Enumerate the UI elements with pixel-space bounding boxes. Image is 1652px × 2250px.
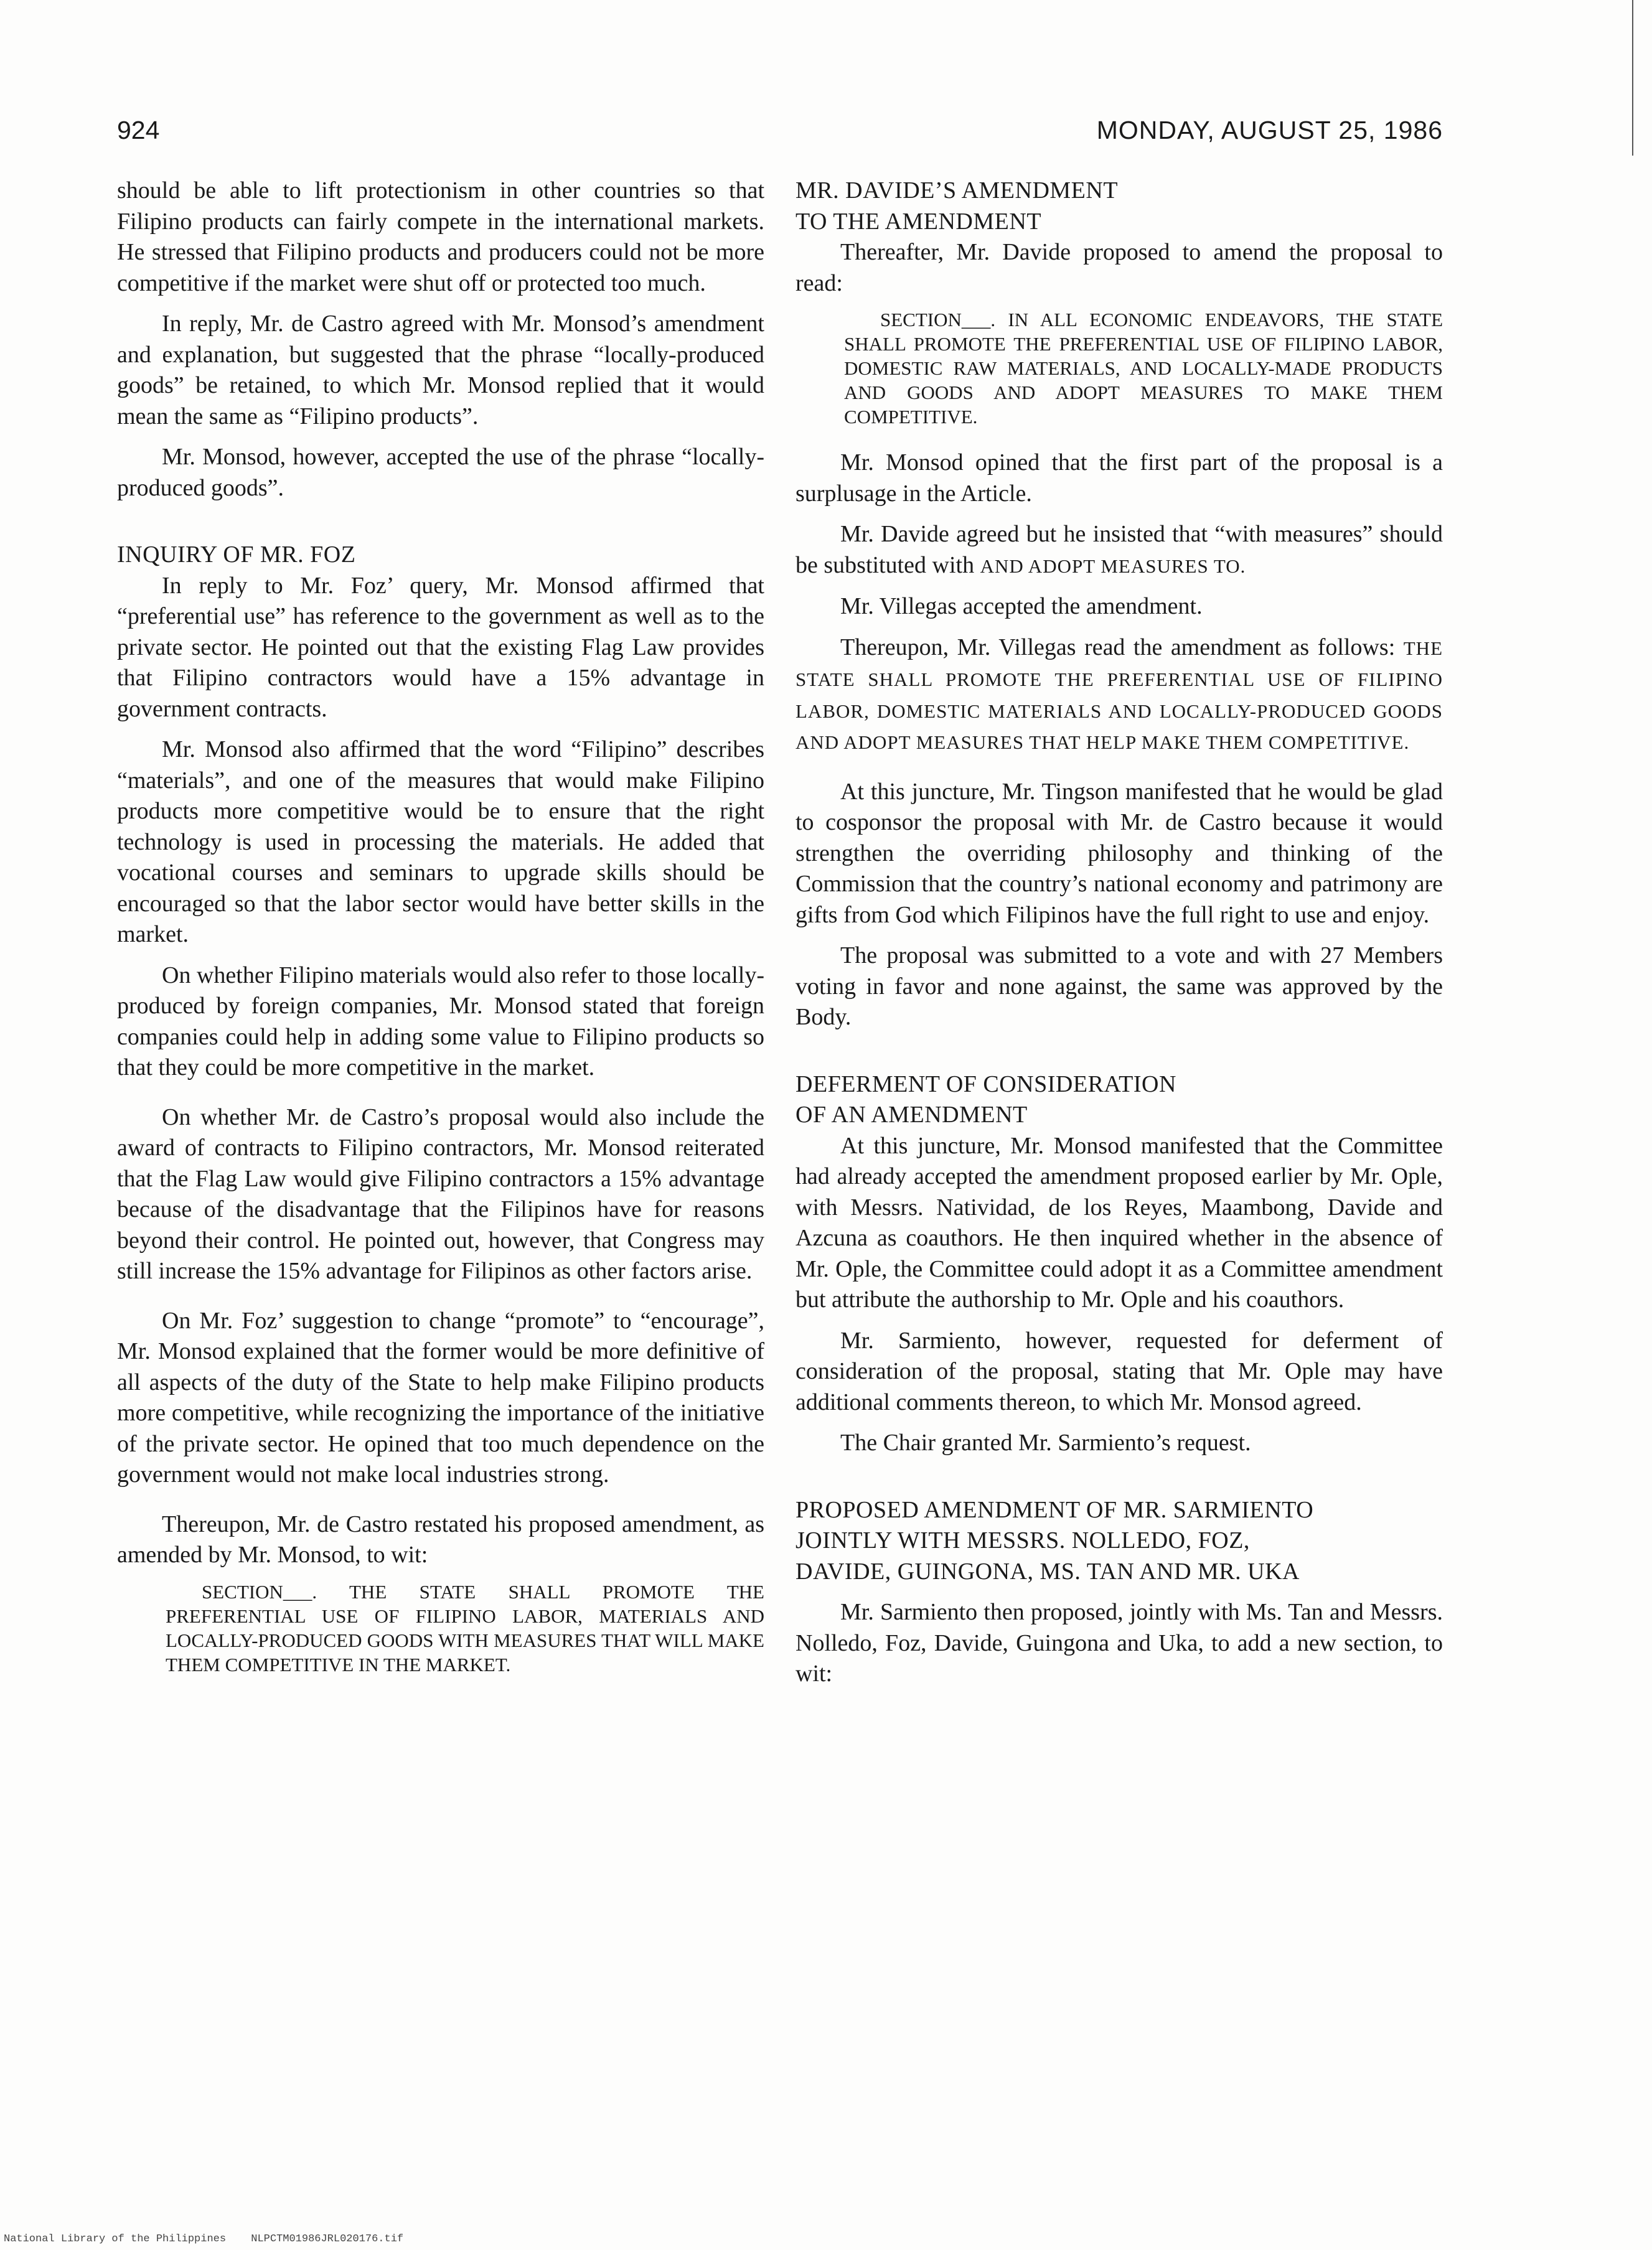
block-quote: SECTION___. IN ALL ECONOMIC ENDEAVORS, THE STATE SHALL PROMOTE THE PREFERENTIAL USE OF FILIPINO LABOR, DOMESTIC RAW MATERIALS, AND LOCALLY-MADE PRODUCTS AND GOODS AND ADOPT MEASURES TO MAKE THEM COMPETITIVE.	[844, 309, 1443, 428]
paragraph	[795, 519, 1443, 581]
paragraph: The proposal was submitted to a vote and with 27 Members voting in favor and none against, the same was approved by the Body.	[795, 942, 1443, 1030]
section-heading: DEFERMENT OF CONSIDERATION	[795, 1071, 1176, 1097]
paragraph: should be able to lift protectionism in other countries so that Filipino products can fairly compete in the international markets. He stressed that Filipino products and producers could not be more competitive if the market were shut off or protected too much.	[117, 177, 764, 296]
paragraph: Mr. Monsod also affirmed that the word “Filipino” describes “materials”, and one of the measures that would make Filipino products more competitive would be to ensure that the right technology is used in processing the materials. He added that vocational courses and seminars to upgrade skills should be encouraged so that the labor sector would have better skills in the market.	[117, 736, 764, 947]
paragraph: At this juncture, Mr. Monsod manifested that the Committee had already accepted the amendment proposed earlier by Mr. Ople, with Messrs. Natividad, de los Reyes, Maambong, Davide and Azcuna as coauthors. He then inquired whether in the absence of Mr. Ople, the Committee could adopt it as a Committee amendment but attribute the authorship to Mr. Ople and his coauthors.	[795, 1132, 1443, 1313]
paragraph: At this juncture, Mr. Tingson manifested that he would be glad to cosponsor the proposal with Mr. de Castro because it would strengthen the overriding philosophy and thinking of the Commission that the country’s national economy and patrimony are gifts from God which Filipinos have the full right to use and enjoy.	[795, 778, 1443, 928]
paragraph: On whether Filipino materials would also refer to those locally-produced by foreign companies, Mr. Monsod stated that foreign companies could help in adding some value to Filipino products so that they could be more competitive in the market.	[117, 962, 764, 1080]
paragraph: On Mr. Foz’ suggestion to change “promote” to “encourage”, Mr. Monsod explained that the former would be more definitive of all aspects of the duty of the State to help make Filipino products more competitive, while recognizing the importance of the initiative of the private sector. He opined that too much dependence on the government would not make local industries strong.	[117, 1307, 764, 1488]
inline-quote: AND ADOPT MEASURES TO.	[980, 555, 1246, 577]
section-heading: JOINTLY WITH MESSRS. NOLLEDO, FOZ,	[795, 1527, 1250, 1554]
paragraph: Mr. Sarmiento, however, requested for deferment of consideration of the proposal, stating that Mr. Ople may have additional comments thereon, to which Mr. Monsod agreed.	[795, 1327, 1443, 1415]
inline-quote: THE STATE SHALL PROMOTE THE PREFERENTIAL USE OF FILIPINO LABOR, DOMESTIC MATERIALS AND LOCALLY-PRODUCED GOODS AND ADOPT MEASURES THAT HELP MAKE THEM COMPETITIVE.	[795, 637, 1443, 753]
page-date: MONDAY, AUGUST 25, 1986	[1096, 116, 1443, 144]
block-quote: SECTION___. THE STATE SHALL PROMOTE THE PREFERENTIAL USE OF FILIPINO LABOR, MATERIALS AND LOCALLY-PRODUCED GOODS WITH MEASURES THAT WILL MAKE THEM COMPETITIVE IN THE MARKET.	[166, 1580, 764, 1676]
paragraph: Mr. Monsod opined that the first part of the proposal is a surplusage in the Article.	[795, 449, 1443, 507]
page-header	[117, 116, 1443, 153]
right-column	[795, 176, 1443, 1690]
paragraph: In reply to Mr. Foz’ query, Mr. Monsod affirmed that “preferential use” has reference to the government as well as to the private sector. He pointed out that the existing Flag Law provides that Filipino contractors would have a 15% advantage in government contracts.	[117, 572, 764, 722]
paragraph: Mr. Monsod, however, accepted the use of the phrase “locally-produced goods”.	[117, 444, 764, 501]
paragraph-text: Mr. Davide agreed but he insisted that “with measures” should be substituted with	[795, 521, 1443, 578]
paragraph-text: Thereupon, Mr. Villegas read the amendment as follows:	[840, 634, 1396, 660]
page-number: 924	[117, 116, 160, 144]
paragraph: Thereafter, Mr. Davide proposed to amend the proposal to read:	[795, 239, 1443, 296]
section-heading: OF AN AMENDMENT	[795, 1102, 1028, 1128]
paragraph: Thereupon, Mr. de Castro restated his proposed amendment, as amended by Mr. Monsod, to wit:	[117, 1511, 764, 1568]
paragraph: Mr. Sarmiento then proposed, jointly with Ms. Tan and Messrs. Nolledo, Foz, Davide, Guingona and Uka, to add a new section, to wit:	[795, 1599, 1443, 1687]
paragraph: In reply, Mr. de Castro agreed with Mr. Monsod’s amendment and explanation, but suggested that the phrase “locally-produced goods” be retained, to which Mr. Monsod replied that it would mean the same as “Filipino products”.	[117, 311, 764, 429]
paragraph: Mr. Villegas accepted the amendment.	[840, 593, 1203, 619]
section-heading: DAVIDE, GUINGONA, MS. TAN AND MR. UKA	[795, 1558, 1300, 1585]
scan-edge-mark	[1632, 0, 1633, 156]
scan-footer	[4, 2233, 422, 2245]
paragraph: On whether Mr. de Castro’s proposal would also include the award of contracts to Filipino contractors, Mr. Monsod reiterated that the Flag Law would give Filipino contractors a 15% advantage because of the disadvantage that the Filipinos have for reasons beyond their control. He pointed out, however, that Congress may still increase the 15% advantage for Filipinos as other factors arise.	[117, 1104, 764, 1284]
section-heading: INQUIRY OF MR. FOZ	[117, 541, 356, 568]
section-heading: TO THE AMENDMENT	[795, 208, 1042, 235]
left-column	[117, 176, 764, 1677]
section-heading: PROPOSED AMENDMENT OF MR. SARMIENTO	[795, 1496, 1314, 1523]
library-name: National Library of the Philippines	[4, 2233, 227, 2245]
file-name: NLPCTM01986JRL020176.tif	[251, 2233, 404, 2245]
paragraph	[795, 632, 1443, 758]
section-heading: MR. DAVIDE’S AMENDMENT	[795, 177, 1119, 204]
paragraph: The Chair granted Mr. Sarmiento’s request.	[840, 1430, 1251, 1456]
